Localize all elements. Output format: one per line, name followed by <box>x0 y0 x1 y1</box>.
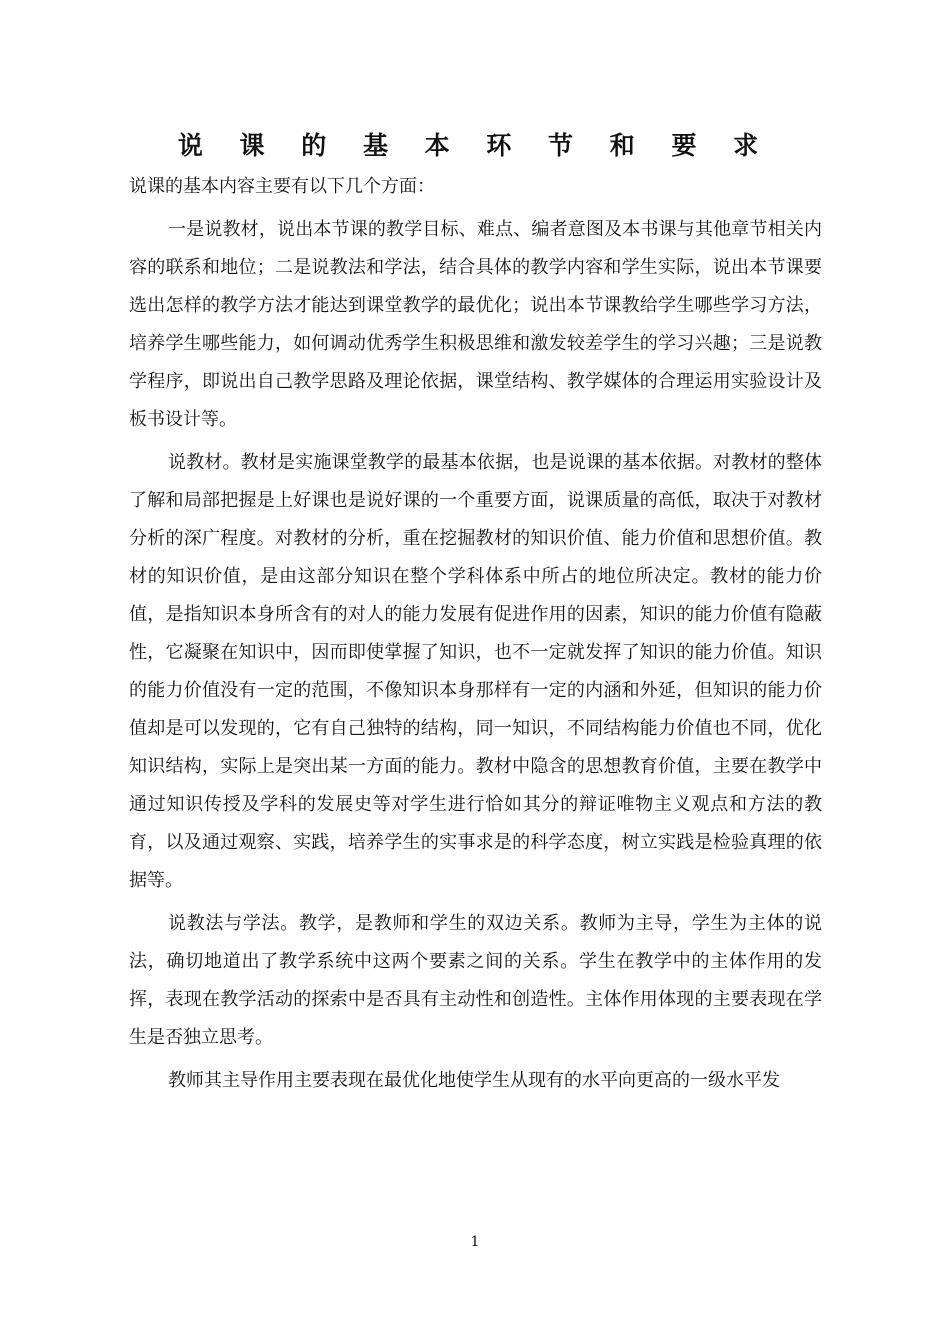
paragraph-textbook: 说教材。教材是实施课堂教学的最基本依据，也是说课的基本依据。对教材的整体了解和局部把握是上好课也是说好课的一个重要方面，说课质量的高低，取决于对教材分析的深广程度。对教材的分析，重在挖掘教材的知识价值、能力价值和思想价值。教材的知识价值，是由这部分知识在整个学科体系中所占的地位所决定。教材的能力价值，是指知识本身所含有的对人的能力发展有促进作用的因素，知识的能力价值有隐蔽性，它凝聚在知识中，因而即使掌握了知识，也不一定就发挥了知识的能力价值。知识的能力价值没有一定的范围，不像知识本身那样有一定的内涵和外延，但知识的能力价值却是可以发现的，它有自己独特的结构，同一知识，不同结构能力价值也不同，优化知识结构，实际上是突出某一方面的能力。教材中隐含的思想教育价值，主要在教学中通过知识传授及学科的发展史等对学生进行恰如其分的辩证唯物主义观点和方法的教育，以及通过观察、实践，培养学生的实事求是的科学态度，树立实践是检验真理的依据等。 <box>129 452 822 891</box>
page-number: 1 <box>470 1234 480 1250</box>
document-title: 说 课 的 基 本 环 节 和 要 求 <box>177 131 773 160</box>
document-body <box>129 168 822 1100</box>
paragraph-teacher-role: 教师其主导作用主要表现在最优化地使学生从现有的水平向更高的一级水平发 <box>168 1070 780 1091</box>
paragraph-content-overview: 一是说教材，说出本节课的教学目标、难点、编者意图及本书课与其他章节相关内容的联系和地位；二是说教法和学法，结合具体的教学内容和学生实际，说出本节课要选出怎样的教学方法才能达到课堂教学的最优化；说出本节课教给学生哪些学习方法，培养学生哪些能力，如何调动优秀学生积极思维和激发较差学生的学习兴趣；三是说教学程序，即说出自己教学思路及理论依据，课堂结构、教学媒体的合理运用实验设计及板书设计等。 <box>129 219 822 430</box>
intro-paragraph: 说课的基本内容主要有以下几个方面： <box>129 176 435 197</box>
paragraph-methods: 说教法与学法。教学，是教师和学生的双边关系。教师为主导，学生为主体的说法，确切地道出了教学系统中这两个要素之间的关系。学生在教学中的主体作用的发挥，表现在教学活动的探索中是否具有主动性和创造性。主体作用体现的主要表现在学生是否独立思考。 <box>129 913 822 1048</box>
